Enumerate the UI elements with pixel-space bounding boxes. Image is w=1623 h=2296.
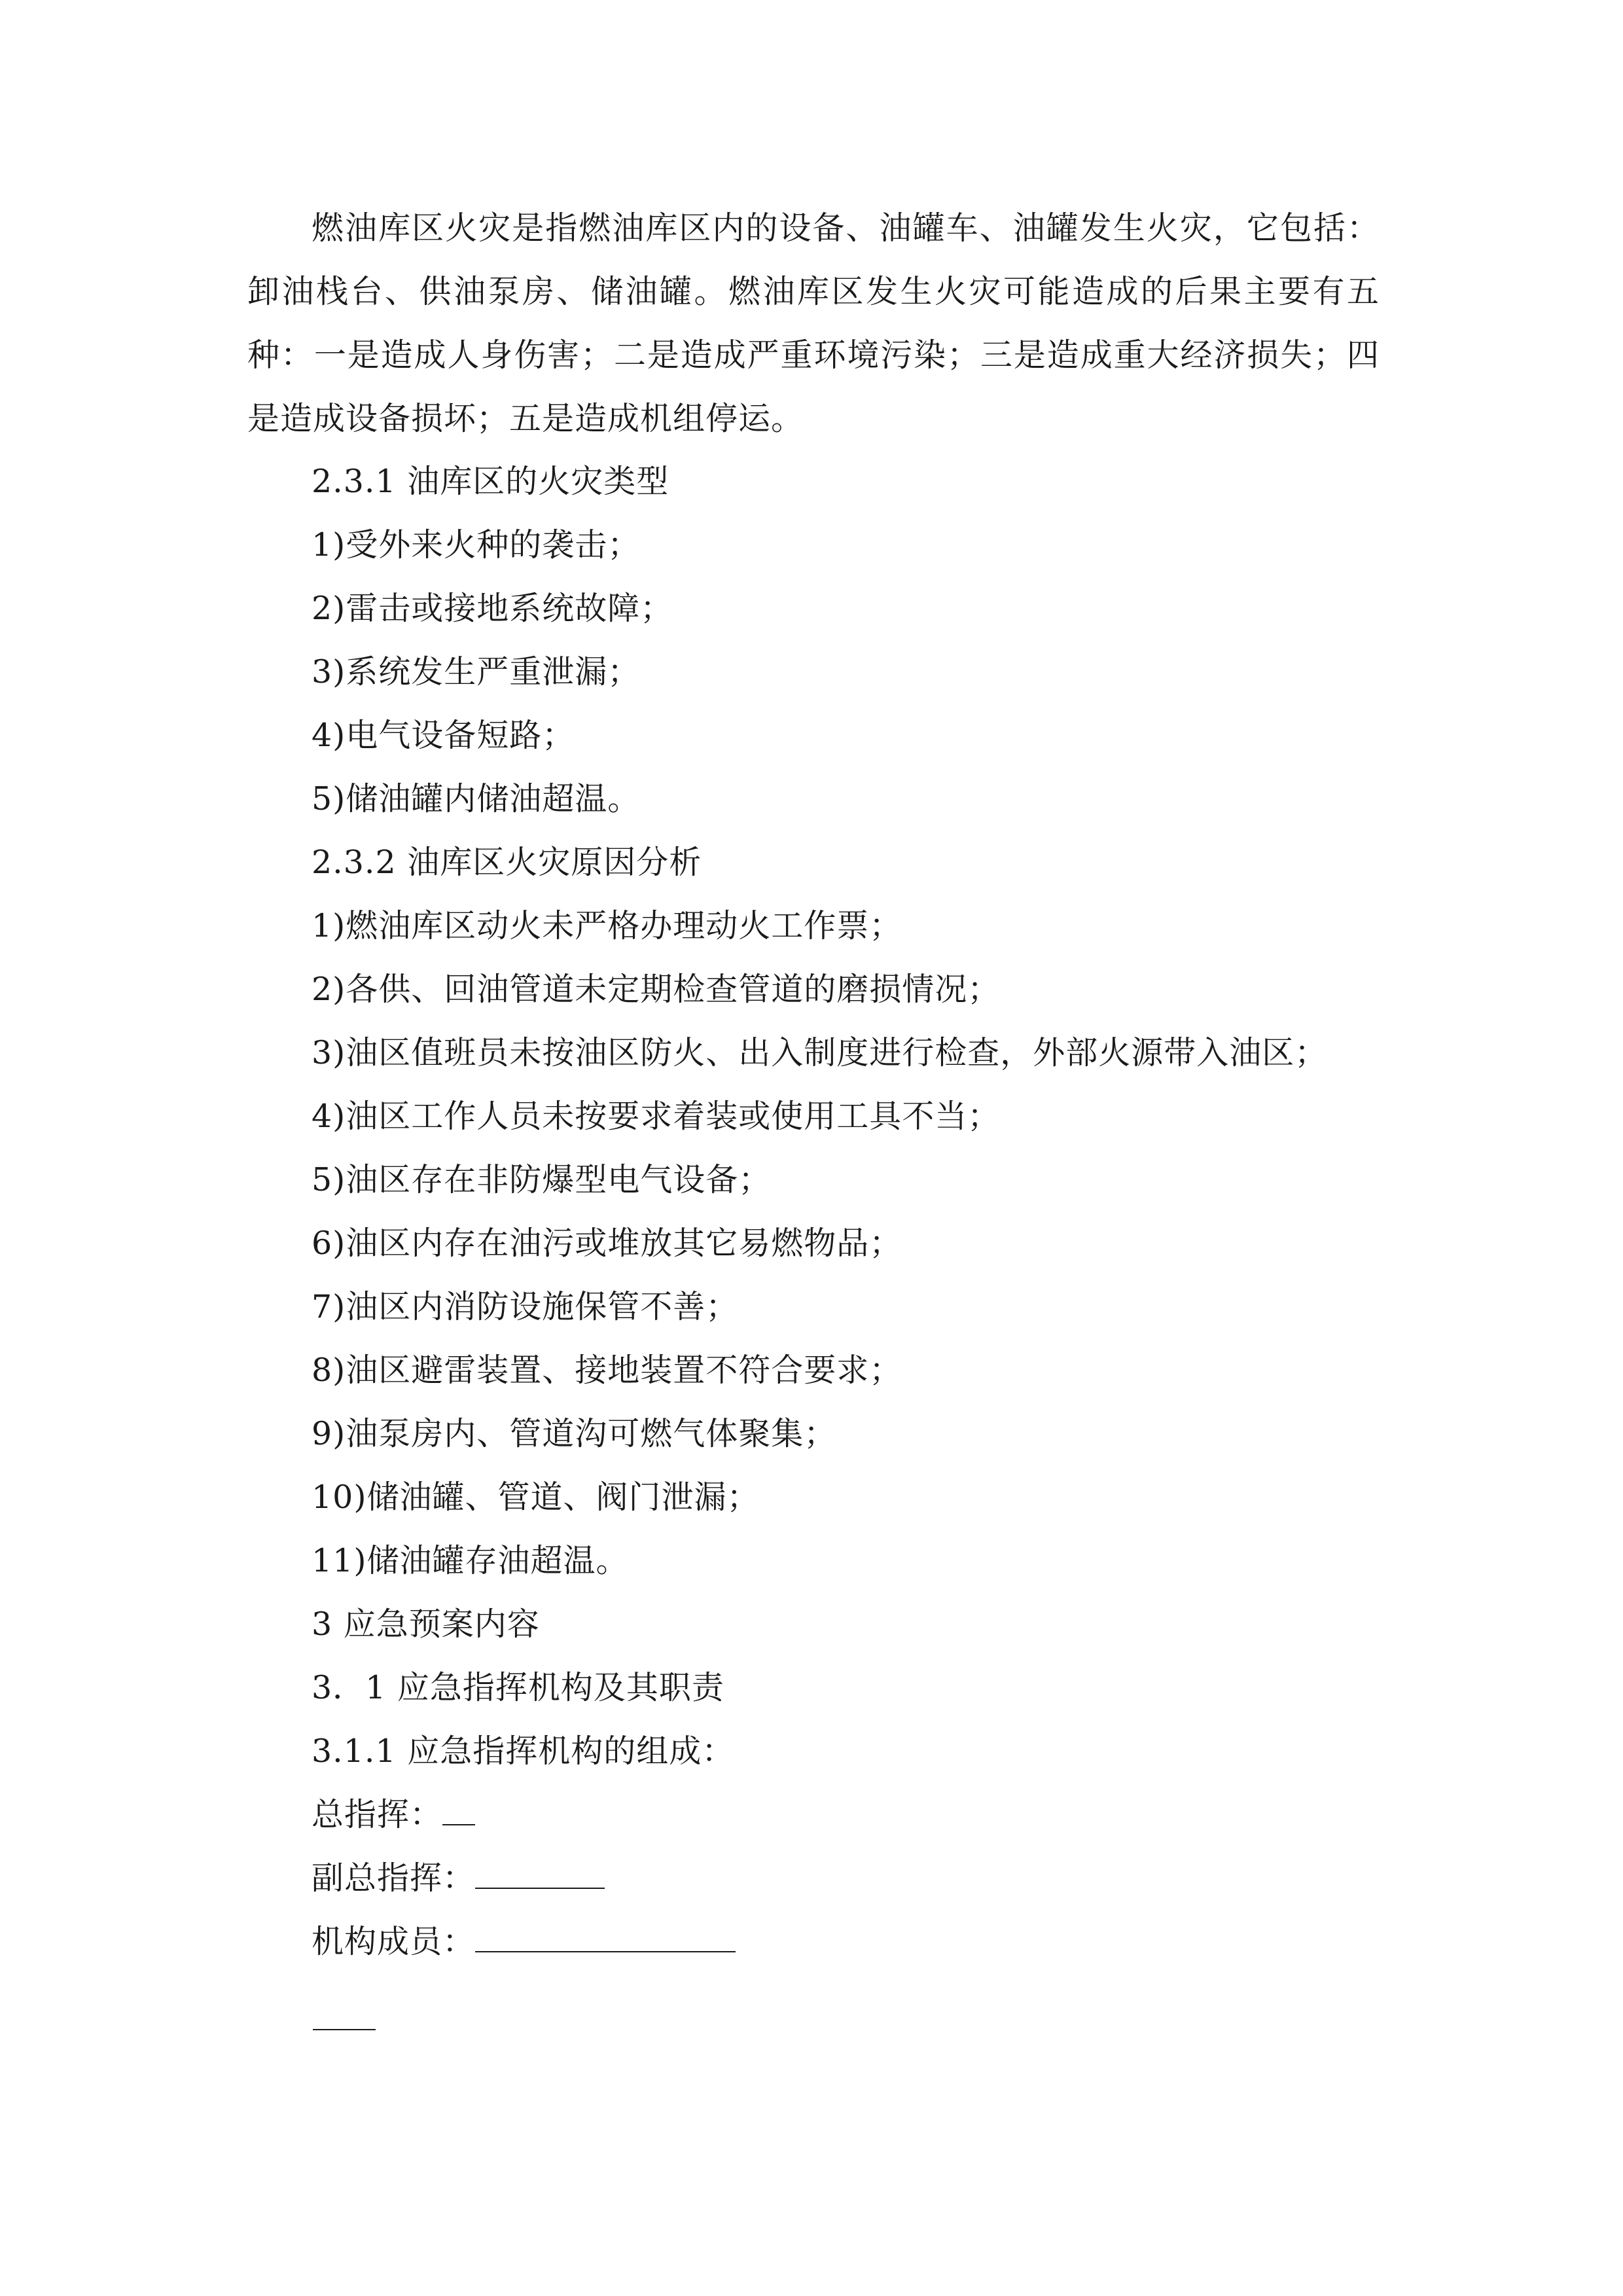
intro-paragraph: 燃油库区火灾是指燃油库区内的设备、油罐车、油罐发生火灾，它包括：卸油栈台、供油泵房、储油罐。燃油库区发生火灾可能造成的后果主要有五种：一是造成人身伤害；二是造成严重环境污染；三是造成重大经济损失；四是造成设备损坏；五是造成机组停运。 — [247, 209, 1380, 437]
section-heading-3: 3 应急预案内容 — [312, 1605, 540, 1643]
list-item: 4)电气设备短路； — [312, 717, 575, 754]
list-item: 8)油区避雷装置、接地装置不符合要求； — [312, 1352, 902, 1389]
section-heading-31: 3．1 应急指挥机构及其职责 — [312, 1669, 724, 1706]
list-item: 5)油区存在非防爆型电气设备； — [312, 1161, 772, 1198]
list-item: 7)油区内消防设施保管不善； — [312, 1288, 739, 1325]
list-item: 6)油区内存在油污或堆放其它易燃物品； — [312, 1225, 902, 1262]
commander-blank — [442, 1795, 475, 1825]
members-label: 机构成员： — [312, 1923, 476, 1960]
section-heading-231: 2.3.1 油库区的火灾类型 — [312, 463, 669, 500]
list-item: 10)储油罐、管道、阀门泄漏； — [312, 1479, 760, 1516]
section-heading-311: 3.1.1 应急指挥机构的组成： — [312, 1732, 735, 1770]
commander-label: 总指挥： — [312, 1796, 443, 1833]
deputy-label: 副总指挥： — [312, 1859, 476, 1897]
deputy-row — [312, 1859, 605, 1898]
list-item: 2)雷击或接地系统故障； — [312, 590, 673, 627]
commander-row — [312, 1795, 475, 1835]
list-item: 4)油区工作人员未按要求着装或使用工具不当； — [312, 1098, 1001, 1135]
list-item: 5)储油罐内储油超温。 — [312, 780, 641, 817]
section-heading-232: 2.3.2 油库区火灾原因分析 — [312, 844, 702, 881]
list-item: 9)油泵房内、管道沟可燃气体聚集； — [312, 1415, 837, 1452]
list-item: 1)受外来火种的袭击； — [312, 526, 641, 564]
members-blank — [475, 1922, 736, 1952]
list-item: 3)系统发生严重泄漏； — [312, 653, 641, 691]
members-row — [312, 1922, 736, 1962]
list-item: 3)油区值班员未按油区防火、出入制度进行检查，外部火源带入油区； — [312, 1034, 1328, 1071]
list-item: 1)燃油库区动火未严格办理动火工作票； — [312, 907, 902, 944]
continuation-blank — [313, 2029, 376, 2030]
list-item: 11)储油罐存油超温。 — [312, 1542, 629, 1579]
deputy-blank — [475, 1859, 605, 1889]
list-item: 2)各供、回油管道未定期检查管道的磨损情况； — [312, 971, 1001, 1008]
